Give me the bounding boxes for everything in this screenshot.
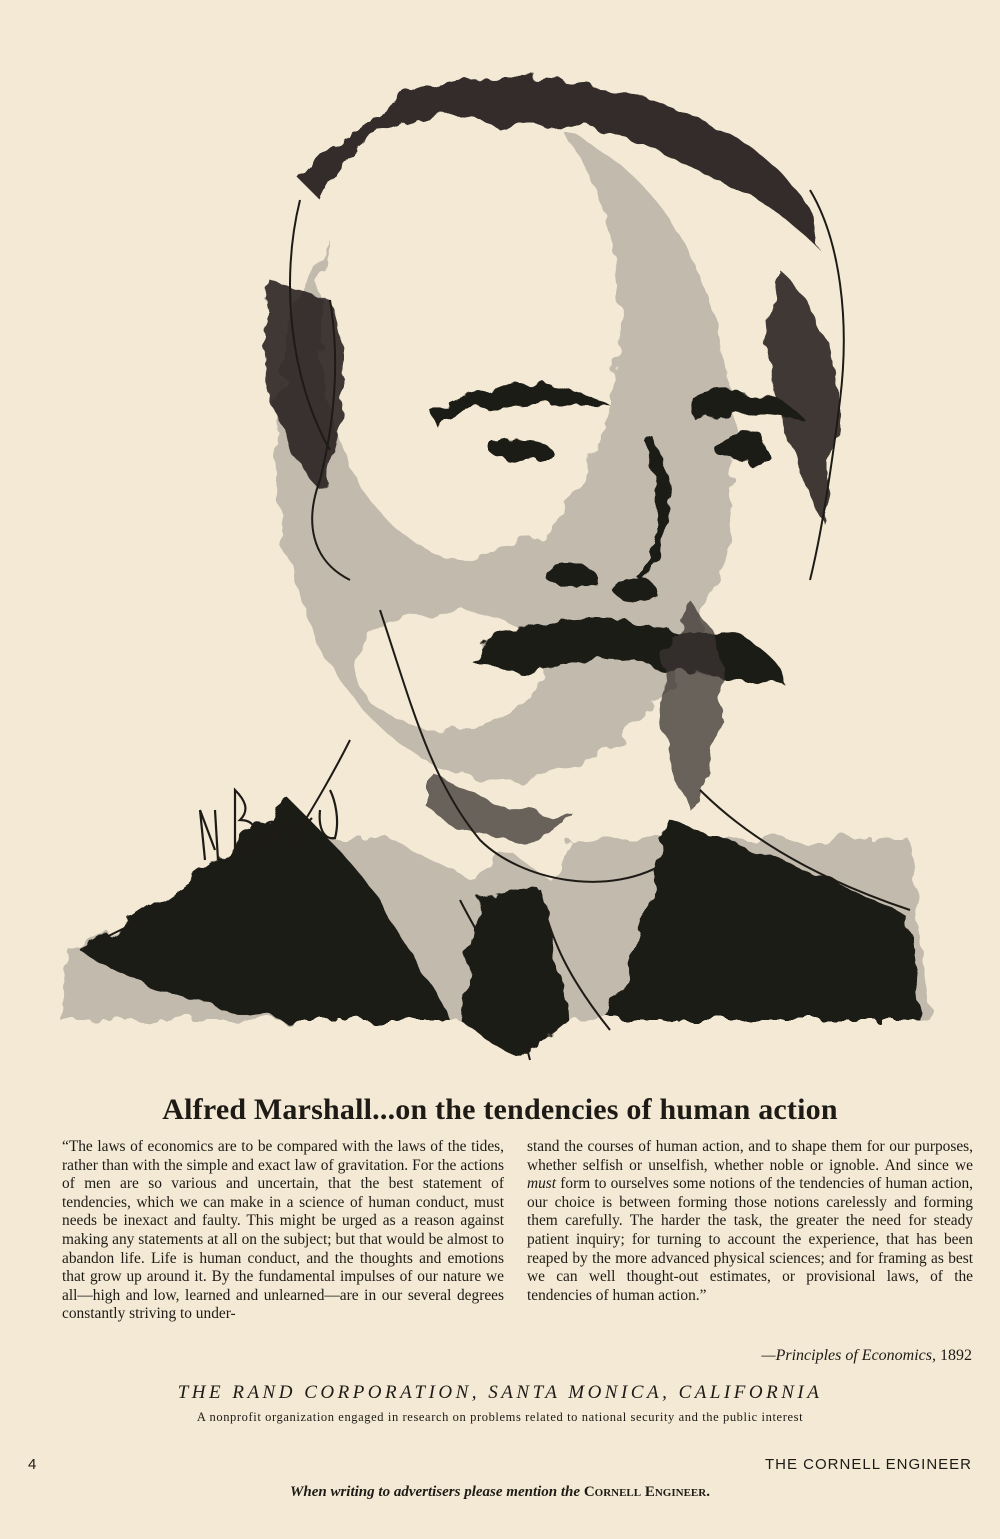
- organization-name: THE RAND CORPORATION, SANTA MONICA, CALIFORNIA: [177, 1382, 823, 1403]
- quote-attribution: [761, 1347, 972, 1365]
- headline: Alfred Marshall...on the tendencies of human action: [162, 1093, 838, 1126]
- page-number: 4: [28, 1456, 37, 1473]
- portrait-illustration: [50, 20, 950, 1080]
- footer-text: When writing to advertisers please mention the: [290, 1484, 581, 1500]
- quote-emphasis: must: [527, 1175, 557, 1193]
- quote-right-part-b: form to ourselves some notions of the tendencies of human action, our choice is between forming those notions carelessly and forming them carefully. The harder the task, the greater the need for steady patient inquiry; for turning to account the experience, that has been reaped by the more advanced physical sciences; and for framing as best we can well thought-out estimates, or provisional laws, of the tendencies of human action.”: [527, 1175, 973, 1304]
- attribution-source: —Principles of Economics,: [761, 1347, 936, 1364]
- organization-description: A nonprofit organization engaged in research on problems related to national security and the public interest: [196, 1410, 804, 1424]
- quote-right-part-a: stand the courses of human action, and to shape them for our purposes, whether selfish or unselfish, whether noble or ignoble. And since we: [527, 1138, 973, 1174]
- footer-note: [0, 1484, 1000, 1501]
- quote-column-left: “The laws of economics are to be compared with the laws of the tides, rather than with the simple and exact law of gravitation. For the actions of men are so various and uncertain, that the best statement of tendencies, which we can make in a science of human conduct, must needs be inexact and faulty. This might be urged as a reason against making any statements at all on the subject; but that would be almost to abandon life. Life is human conduct, and the thoughts and emotions that grow up around it. By the fundamental impulses of our nature we all—high and low, learned and unlearned—are in our several degrees constantly striving to under-: [62, 1138, 504, 1323]
- quote-column-right: [527, 1138, 973, 1305]
- magazine-title: THE CORNELL ENGINEER: [765, 1456, 972, 1473]
- footer-publication: Cornell Engineer.: [583, 1484, 710, 1500]
- attribution-year: 1892: [940, 1347, 972, 1364]
